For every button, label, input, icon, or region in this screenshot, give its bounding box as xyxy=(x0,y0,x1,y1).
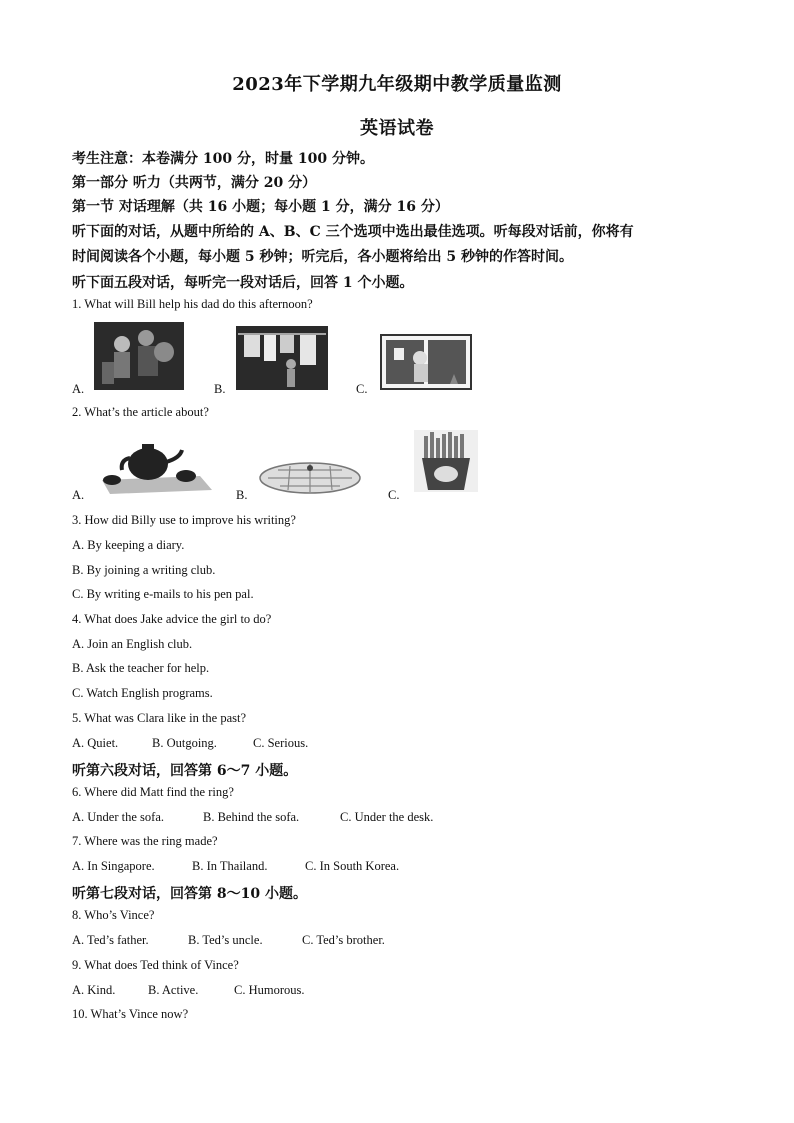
people-group-icon xyxy=(94,322,184,390)
page-subtitle: 英语试卷 xyxy=(360,118,434,139)
q7-option-a: A. In Singapore. xyxy=(72,859,155,873)
french-fries-icon xyxy=(410,428,482,494)
question-10: 10. What’s Vince now? xyxy=(72,1007,189,1021)
q4-option-a: A. Join an English club. xyxy=(72,637,193,651)
q6-option-b: B. Behind the sofa. xyxy=(203,810,300,824)
pie-icon xyxy=(258,458,362,498)
instructions-line2: 时间阅读各个小题，每小题 5 秒钟；听完后，各小题将给出 5 秒钟的作答时间。 xyxy=(72,249,573,265)
q3-option-a: A. By keeping a diary. xyxy=(72,538,185,552)
clothes-hanging-icon xyxy=(236,326,328,390)
section1-heading: 第一节 对话理解（共 16 小题；每小题 1 分，满分 16 分） xyxy=(72,199,449,215)
q8-options xyxy=(72,933,385,948)
page-title: 2023年下学期九年级期中教学质量监测 xyxy=(232,74,562,95)
question-9: 9. What does Ted think of Vince? xyxy=(72,958,239,972)
group1-heading: 听下面五段对话，每听完一段对话后，回答 1 个小题。 xyxy=(72,275,414,291)
q2-option-c-label: C. xyxy=(388,488,400,502)
question-5: 5. What was Clara like in the past? xyxy=(72,711,247,725)
question-3: 3. How did Billy use to improve his writing? xyxy=(72,513,296,527)
question-4: 4. What does Jake advice the girl to do? xyxy=(72,612,272,626)
question-8: 8. Who’s Vince? xyxy=(72,908,155,922)
question-1: 1. What will Bill help his dad do this afternoon? xyxy=(72,297,313,311)
instructions-line1: 听下面的对话，从题中所给的 A、B、C 三个选项中选出最佳选项。听每段对话前，你将有 xyxy=(72,224,634,240)
q7-option-b: B. In Thailand. xyxy=(192,859,268,873)
question-6: 6. Where did Matt find the ring? xyxy=(72,785,234,799)
q9-option-a: A. Kind. xyxy=(72,983,116,997)
q9-options xyxy=(72,983,305,998)
q4-option-b: B. Ask the teacher for help. xyxy=(72,661,210,675)
teapot-icon xyxy=(96,436,212,494)
q5-option-b: B. Outgoing. xyxy=(152,736,217,750)
q6-options xyxy=(72,810,433,825)
question-7: 7. Where was the ring made? xyxy=(72,834,218,848)
question-1-options xyxy=(72,320,492,400)
question-2-options xyxy=(72,428,492,508)
window-cleaning-icon xyxy=(380,334,472,390)
q5-option-a: A. Quiet. xyxy=(72,736,119,750)
q9-option-b: B. Active. xyxy=(148,983,199,997)
q7-options xyxy=(72,859,399,874)
q3-option-c: C. By writing e-mails to his pen pal. xyxy=(72,587,254,601)
q1-option-a-label: A. xyxy=(72,382,85,396)
exam-notice: 考生注意：本卷满分 100 分，时量 100 分钟。 xyxy=(72,151,374,167)
group7-heading: 听第七段对话，回答第 8～10 小题。 xyxy=(72,886,307,902)
q2-option-a-label: A. xyxy=(72,488,85,502)
part1-heading: 第一部分 听力（共两节，满分 20 分） xyxy=(72,175,317,191)
q1-option-c-label: C. xyxy=(356,382,368,396)
q6-option-c: C. Under the desk. xyxy=(340,810,434,824)
question-2: 2. What’s the article about? xyxy=(72,405,209,419)
q9-option-c: C. Humorous. xyxy=(234,983,305,997)
q5-option-c: C. Serious. xyxy=(253,736,309,750)
group6-heading: 听第六段对话，回答第 6～7 小题。 xyxy=(72,763,298,779)
q8-option-c: C. Ted’s brother. xyxy=(302,933,385,947)
q4-option-c: C. Watch English programs. xyxy=(72,686,213,700)
q5-options xyxy=(72,736,308,751)
q6-option-a: A. Under the sofa. xyxy=(72,810,164,824)
q3-option-b: B. By joining a writing club. xyxy=(72,563,216,577)
q7-option-c: C. In South Korea. xyxy=(305,859,400,873)
q2-option-b-label: B. xyxy=(236,488,248,502)
q8-option-a: A. Ted’s father. xyxy=(72,933,149,947)
q1-option-b-label: B. xyxy=(214,382,226,396)
q8-option-b: B. Ted’s uncle. xyxy=(188,933,263,947)
